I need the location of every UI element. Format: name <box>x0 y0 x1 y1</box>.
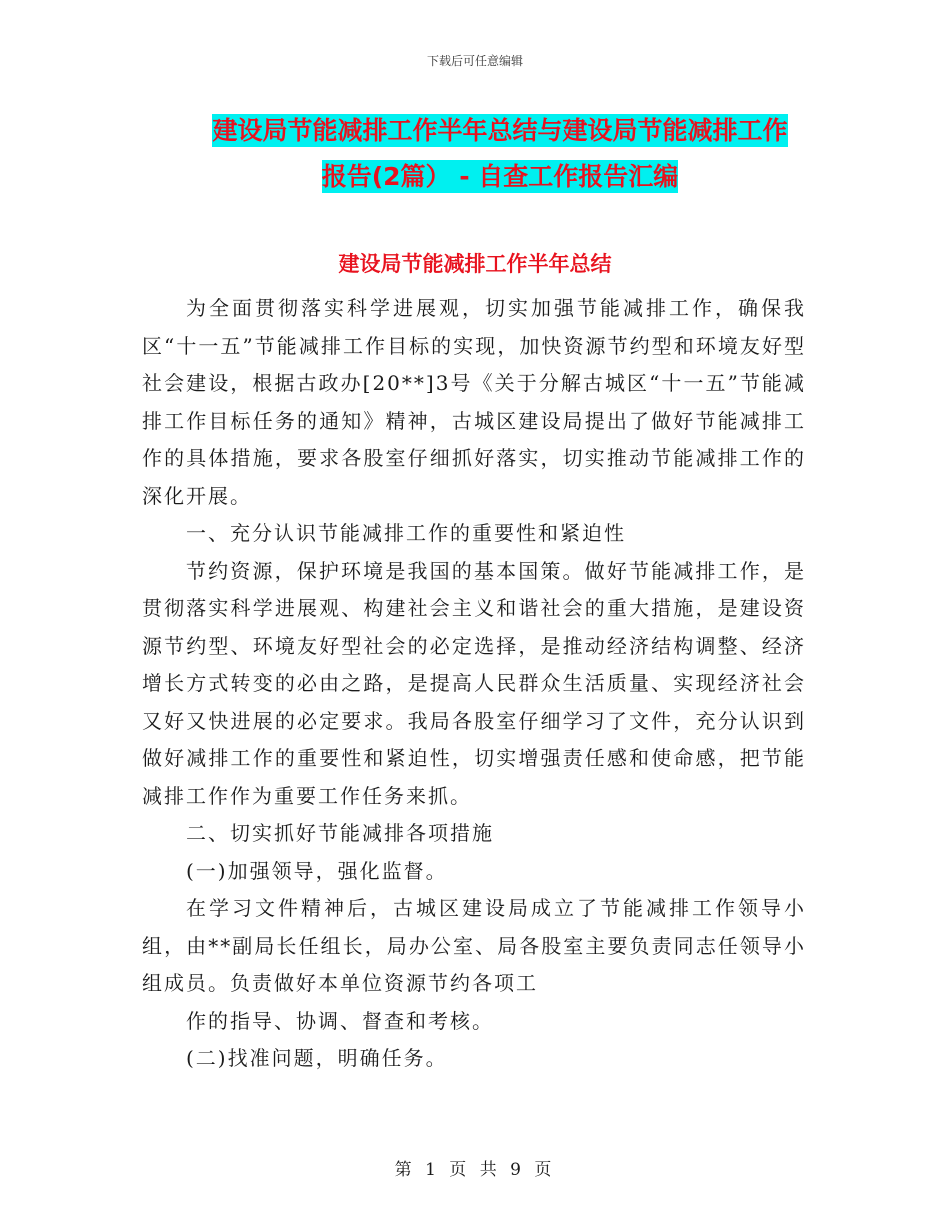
paragraph: 为全面贯彻落实科学进展观，切实加强节能减排工作，确保我区“十一五”节能减排工作目标的实现，加快资源节约型和环境友好型社会建设，根据古政办[20**]3号《关于分解古城区“十一五”节能减排工作目标任务的通知》精神，古城区建设局提出了做好节能减排工作的具体措施，要求各股室仔细抓好落实，切实推动节能减排工作的深化开展。 <box>142 296 806 508</box>
heading-2: 二、切实抓好节能减排各项措施 <box>186 821 494 845</box>
subheading-2: (二)找准问题，明确任务。 <box>186 1046 448 1070</box>
document-title <box>150 108 850 200</box>
section-title: 建设局节能减排工作半年总结 <box>338 252 612 276</box>
page-footer: 第 1 页 共 9 页 <box>394 1160 556 1180</box>
document-title-line-1: 建设局节能减排工作半年总结与建设局节能减排工作 <box>212 116 788 145</box>
subheading-1: (一)加强领导，强化监督。 <box>186 858 448 883</box>
heading-1: 一、充分认识节能减排工作的重要性和紧迫性 <box>186 521 626 545</box>
paragraph: 节约资源，保护环境是我国的基本国策。做好节能减排工作，是贯彻落实科学进展观、构建社会主义和谐社会的重大措施，是建设资源节约型、环境友好型社会的必定选择，是推动经济结构调整、经济增长方式转变的必由之路，是提高人民群众生活质量、实现经济社会又好又快进展的必定要求。我局各股室仔细学习了文件，充分认识到做好减排工作的重要性和紧迫性，切实增强责任感和使命感，把节能减排工作作为重要工作任务来抓。 <box>142 558 806 808</box>
document-title-line-2: 报告(2篇） - 自查工作报告汇编 <box>321 162 679 191</box>
header-note: 下载后可任意编辑 <box>426 54 523 68</box>
paragraph: 在学习文件精神后，古城区建设局成立了节能减排工作领导小组，由**副局长任组长，局办公室、局各股室主要负责同志任领导小组成员。负责做好本单位资源节约各项工 <box>142 896 806 995</box>
body-text <box>142 290 806 1078</box>
paragraph-continuation: 作的指导、协调、督查和考核。 <box>186 1008 494 1033</box>
